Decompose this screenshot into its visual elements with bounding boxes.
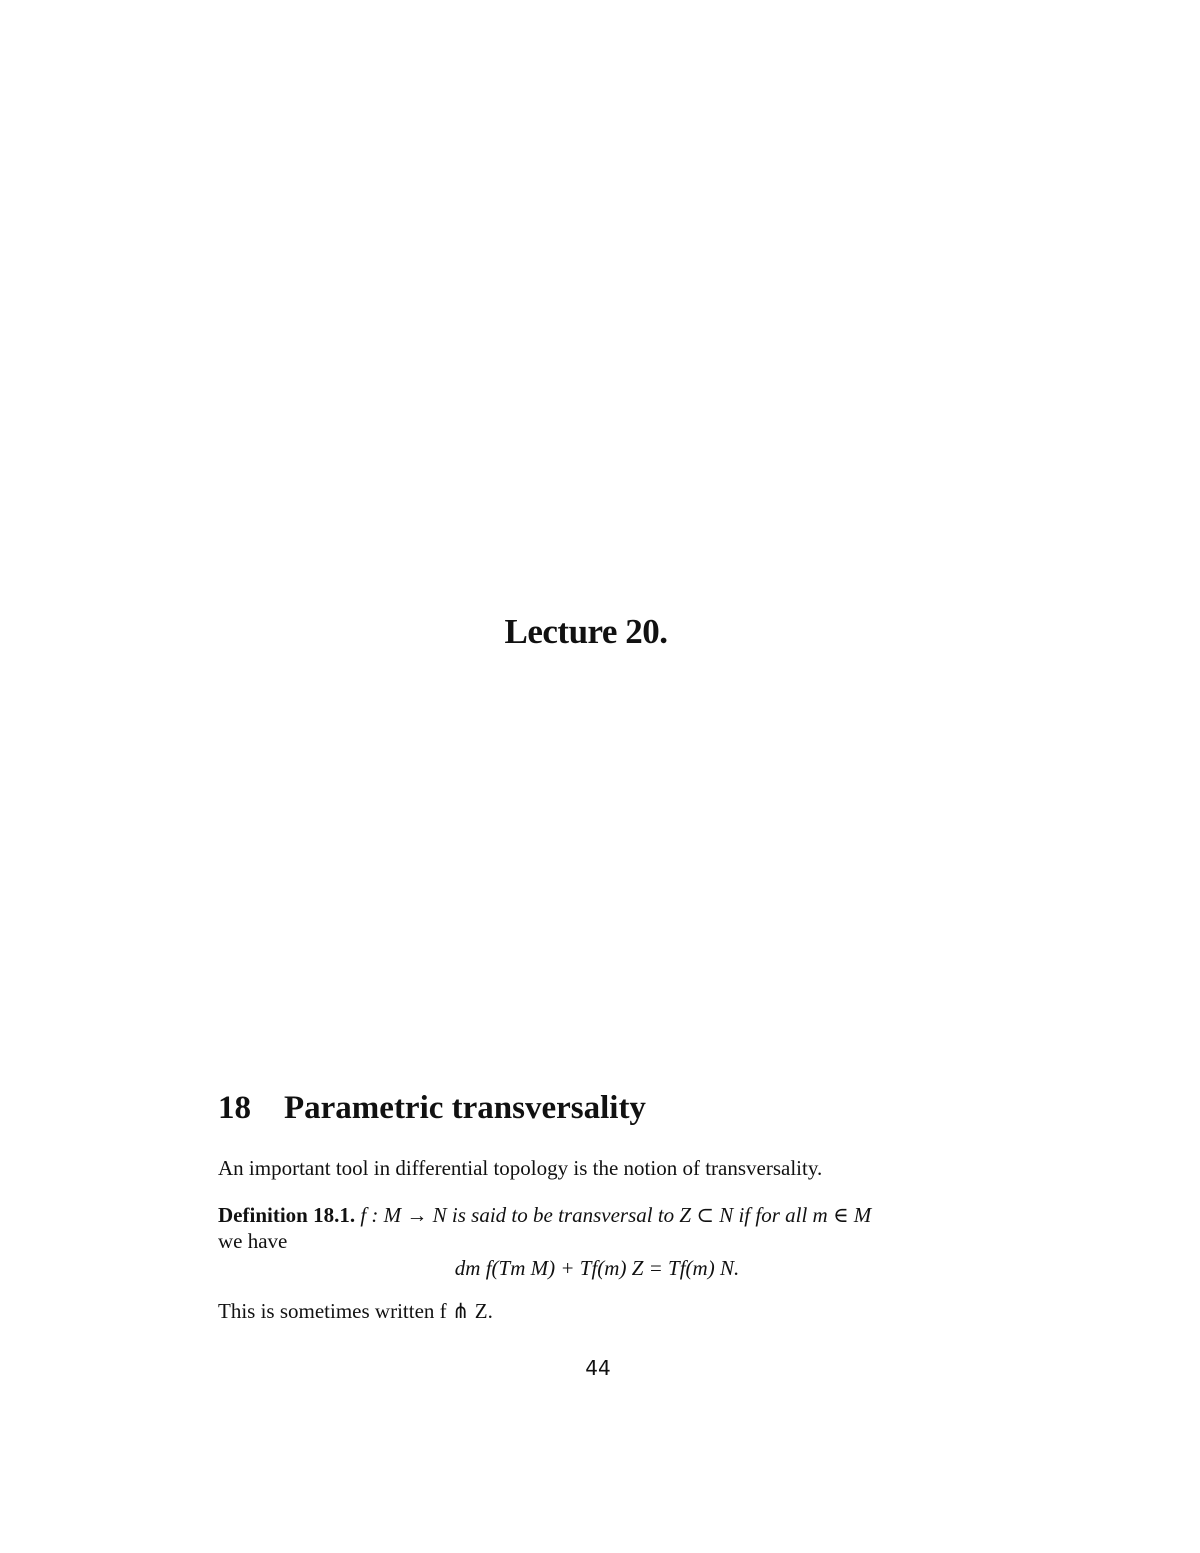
section-number: 18 bbox=[218, 1090, 251, 1126]
lecture-title: Lecture 20. bbox=[504, 612, 668, 651]
page-number: 44 bbox=[585, 1356, 611, 1380]
section-heading bbox=[218, 1090, 646, 1127]
definition-statement: f : M → N is said to be transversal to Z ⊂ N if for all m ∈ M bbox=[360, 1203, 872, 1227]
definition-block bbox=[218, 1202, 988, 1254]
definition-label: Definition 18.1. bbox=[218, 1203, 356, 1227]
definition-continuation: we have bbox=[218, 1229, 288, 1253]
section-title: Parametric transversality bbox=[284, 1090, 646, 1126]
transversality-equation: dm f(Tm M) + Tf(m) Z = Tf(m) N. bbox=[454, 1256, 740, 1280]
intro-paragraph: An important tool in differential topology is the notion of transversality. bbox=[218, 1156, 823, 1180]
closing-paragraph: This is sometimes written f ⋔ Z. bbox=[218, 1299, 493, 1323]
